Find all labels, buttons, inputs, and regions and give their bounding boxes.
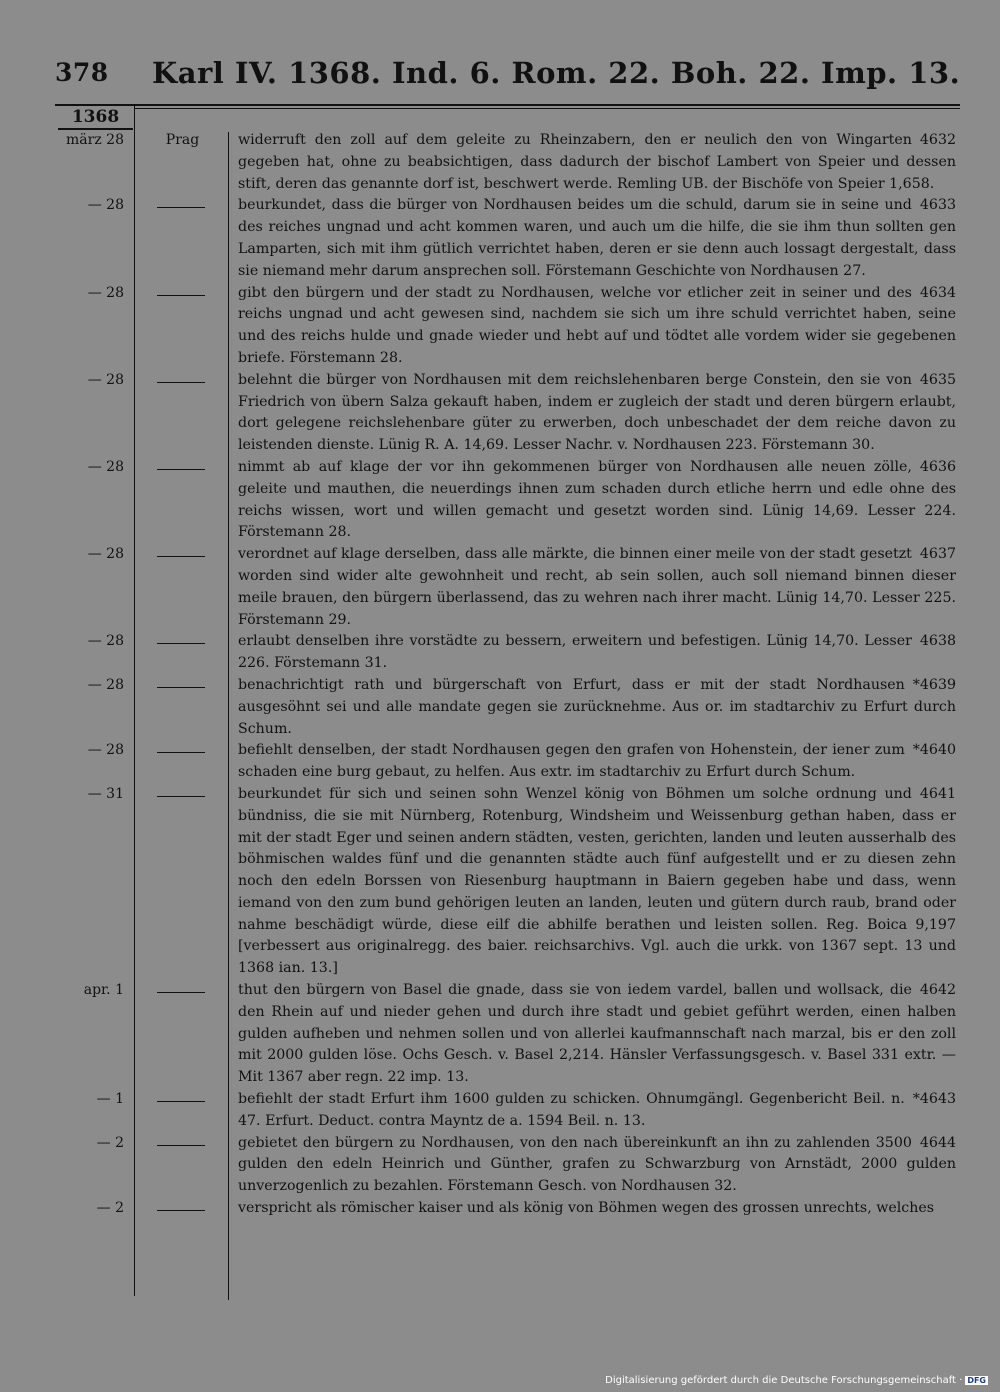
digitization-credit xyxy=(605,1375,988,1386)
entry-text xyxy=(238,1198,956,1220)
ditto-dash xyxy=(157,1101,205,1102)
entry-date: — 28 xyxy=(87,284,124,301)
entry-number: 4632 xyxy=(919,132,956,148)
entry-number: 4637 xyxy=(919,546,956,563)
regest-entry xyxy=(0,1133,1000,1198)
regest-entry xyxy=(0,370,1000,457)
entry-text xyxy=(238,544,956,631)
entry-text xyxy=(238,980,956,1089)
entry-number: *4639 xyxy=(912,676,956,693)
header-rule xyxy=(55,104,960,106)
regesta-entries xyxy=(0,130,1000,1220)
entry-text xyxy=(238,784,956,980)
entry-date: — 28 xyxy=(87,676,124,693)
entry-body: erlaubt denselben ihre vorstädte zu bessern, erweitern und befestigen. Lünig 14,70. Lesser 226. Förstemann 31. xyxy=(238,633,912,672)
entry-date: — 1 xyxy=(96,1091,124,1108)
entry-body: gibt den bürgern und der stadt zu Nordhausen, welche vor etlicher zeit in seiner und des reichs ungnad und acht gewesen sind, nachdem sie sich um ihre schuld verrichtet haben, seine und des reichs hulde und gnade wieder und hebt auf und tödtet alle vordem wider sie gegebenen briefe. Förstemann 28. xyxy=(238,284,956,366)
entry-date: apr. 1 xyxy=(83,982,124,999)
entry-date: — 28 xyxy=(87,742,124,759)
ditto-dash xyxy=(157,469,205,470)
regest-entry xyxy=(0,740,1000,784)
entry-date: — 28 xyxy=(87,371,124,388)
entry-text xyxy=(238,370,956,457)
entry-text xyxy=(238,1089,956,1133)
ditto-dash xyxy=(157,796,205,797)
regest-entry xyxy=(0,631,1000,675)
entry-text xyxy=(238,283,956,370)
regest-entry xyxy=(0,457,1000,544)
entry-text xyxy=(238,740,956,784)
ditto-dash xyxy=(157,556,205,557)
entry-body: verordnet auf klage derselben, dass alle märkte, die binnen einer meile von der stadt gesetzt worden sind wider alte gewohnheit und recht, ab sein sollen, auch soll niemand binnen dieser meile brauen, den bürgern überlassend, das zu wehren nach ihrer macht. Lünig 14,70. Lesser 225. Förstemann 29. xyxy=(238,546,956,628)
ditto-dash xyxy=(157,992,205,993)
entry-date: — 28 xyxy=(87,546,124,563)
entry-number: 4644 xyxy=(919,1134,956,1151)
regest-entry xyxy=(0,544,1000,631)
entry-date: — 28 xyxy=(87,197,124,214)
entry-number: 4638 xyxy=(919,633,956,650)
entry-number: 4636 xyxy=(919,458,956,475)
ditto-dash xyxy=(157,382,205,383)
entry-number: 4633 xyxy=(919,197,956,214)
regest-entry xyxy=(0,980,1000,1089)
entry-body: benachrichtigt rath und bürgerschaft von Erfurt, dass er mit der stadt Nordhausen ausgesöhnt sei und alle mandate gegen sie zurücknehme. Aus or. im stadtarchiv zu Erfurt durch Schum. xyxy=(238,676,956,737)
entry-text xyxy=(238,457,956,544)
ditto-dash xyxy=(157,295,205,296)
entry-body: beurkundet, dass die bürger von Nordhausen beides um die schuld, darum sie in seine und des reiches ungnad und acht kommen waren, und auch um die hilfe, die sie ihm thun sollten gen Lamparten, sich mit ihm gütlich verrichtet haben, deren er sie denn auch lossagt dergestalt, dass sie niemand mehr darum ansprechen soll. Förstemann Geschichte von Nordhausen 27. xyxy=(238,197,956,279)
entry-text xyxy=(238,1133,956,1198)
entry-body: gebietet den bürgern zu Nordhausen, von den nach übereinkunft an ihn zu zahlenden 3500 gulden den edeln Heinrich und Günther, grafen zu Schwarzburg von Arnstädt, 2000 gulden unverzogenlich zu bezahlen. Förstemann Gesch. von Nordhausen 32. xyxy=(238,1134,956,1195)
regest-entry xyxy=(0,675,1000,740)
page-header xyxy=(55,58,960,98)
entry-date: — 2 xyxy=(96,1134,124,1151)
dfg-logo: DFG xyxy=(967,1376,986,1385)
entry-number: *4640 xyxy=(912,742,956,759)
regest-entry xyxy=(0,283,1000,370)
entry-date: — 28 xyxy=(87,458,124,475)
ditto-dash xyxy=(157,752,205,753)
entry-body: belehnt die bürger von Nordhausen mit dem reichslehenbaren berge Constein, den sie von Friedrich von übern Salza gekauft haben, indem er zugleich der stadt und deren bürgern erlaubt, dort gelegene reichslehenbare güter zu erwerben, doch unbeschadet der dem reiche davon zu leistenden dienste. Lünig R. A. 14,69. Lesser Nachr. v. Nordhausen 223. Förstemann 30. xyxy=(238,371,956,454)
entry-body: befiehlt der stadt Erfurt ihm 1600 gulden zu schicken. Ohnumgängl. Gegenbericht Beil. n. 47. Erfurt. Deduct. contra Mayntz de a. 1594 Beil. n. 13. xyxy=(238,1091,905,1129)
entry-text xyxy=(238,195,956,282)
entry-date: märz 28 xyxy=(66,132,124,148)
entry-date: — 28 xyxy=(87,633,124,650)
entry-text xyxy=(238,631,956,675)
ditto-dash xyxy=(157,1210,205,1211)
entry-number: 4634 xyxy=(919,284,956,301)
entry-date: — 2 xyxy=(96,1200,124,1217)
ditto-dash xyxy=(157,687,205,688)
entry-place: Prag xyxy=(165,132,200,148)
regest-entry xyxy=(0,195,1000,282)
entry-number: 4641 xyxy=(919,785,956,802)
entry-text xyxy=(238,675,956,740)
entry-body: verspricht als römischer kaiser und als könig von Böhmen wegen des grossen unrechts, welches xyxy=(238,1200,935,1217)
regest-entry xyxy=(0,1198,1000,1220)
regest-entry xyxy=(0,130,1000,195)
entry-body: beurkundet für sich und seinen sohn Wenzel könig von Böhmen um solche ordnung und bündniss, die sie mit Nürnberg, Rotenburg, Windsheim und Weissenburg gethan haben, dass er mit der stadt Eger und seinen andern städten, vesten, gerichten, landen und leuten ausserhalb des böhmischen waldes fünf und die genannten städte auch fünf aufgestellt und er zu diesen zehn noch den edeln Borssen von Riesenburg hauptmann in Baiern gegeben habe und dass, wenn iemand von den zum bund gehörigen leuten an landen, leuten und gütern durch raub, brand oder nahme beschädigt würde, diese eilf die abhilfe berathen und leisten sollen. Reg. Boica 9,197 [verbessert aus originalregg. des baier. reichsarchivs. Vgl. auch die urkk. von 1367 sept. 13 und 1368 ian. 13.] xyxy=(238,785,956,977)
year-label: 1368 xyxy=(58,106,133,130)
entry-number: 4635 xyxy=(919,371,956,388)
regest-entry xyxy=(0,1089,1000,1133)
entry-body: befiehlt denselben, der stadt Nordhausen gegen den grafen von Hohenstein, der iener zum schaden eine burg gebaut, zu helfen. Aus extr. im stadtarchiv zu Erfurt durch Schum. xyxy=(238,742,905,781)
ditto-dash xyxy=(157,643,205,644)
entry-body: nimmt ab auf klage der vor ihn gekommenen bürger von Nordhausen alle neuen zölle, geleite und mauthen, die neuerdings ihnen zum schaden durch etliche herrn und edle ohne des reichs wissen, wort und willen gemacht und gesetzt worden sind. Lünig 14,69. Lesser 224. Förstemann 28. xyxy=(238,458,956,541)
footer-text: Digitalisierung gefördert durch die Deutsche Forschungsgemeinschaft · xyxy=(605,1375,963,1386)
page-number: 378 xyxy=(55,58,109,87)
running-title: Karl IV. 1368. Ind. 6. Rom. 22. Boh. 22. Imp. 13. xyxy=(152,56,961,90)
ditto-dash xyxy=(157,207,205,208)
regest-entry xyxy=(0,784,1000,980)
entry-text xyxy=(238,130,956,195)
ditto-dash xyxy=(157,1145,205,1146)
entry-date: — 31 xyxy=(87,785,124,802)
entry-number: 4642 xyxy=(919,982,956,999)
entry-body: widerruft den zoll auf dem geleite zu Rheinzabern, den er neulich den von Wingarten gegeben hat, ohne zu beabsichtigen, dass dadurch der bischof Lambert von Speier und dessen stift, deren das genannte dorf ist, beschwert werde. Remling UB. der Bischöfe von Speier 1,658. xyxy=(238,132,956,192)
entry-body: thut den bürgern von Basel die gnade, dass sie von iedem vardel, ballen und wollsack, die den Rhein auf und nieder gehen und durch ihre stadt und gebiet geführt werden, einen halben gulden aufheben und nehmen sollen und von allerlei kaufmannschaft nach marzal, bis er den zoll mit 2000 gulden löse. Ochs Gesch. v. Basel 2,214. Hänsler Verfassungsgesch. v. Basel 331 extr. — Mit 1367 aber regn. 22 imp. 13. xyxy=(238,982,956,1086)
header-rule-thin xyxy=(135,108,960,109)
entry-number: *4643 xyxy=(912,1091,956,1108)
